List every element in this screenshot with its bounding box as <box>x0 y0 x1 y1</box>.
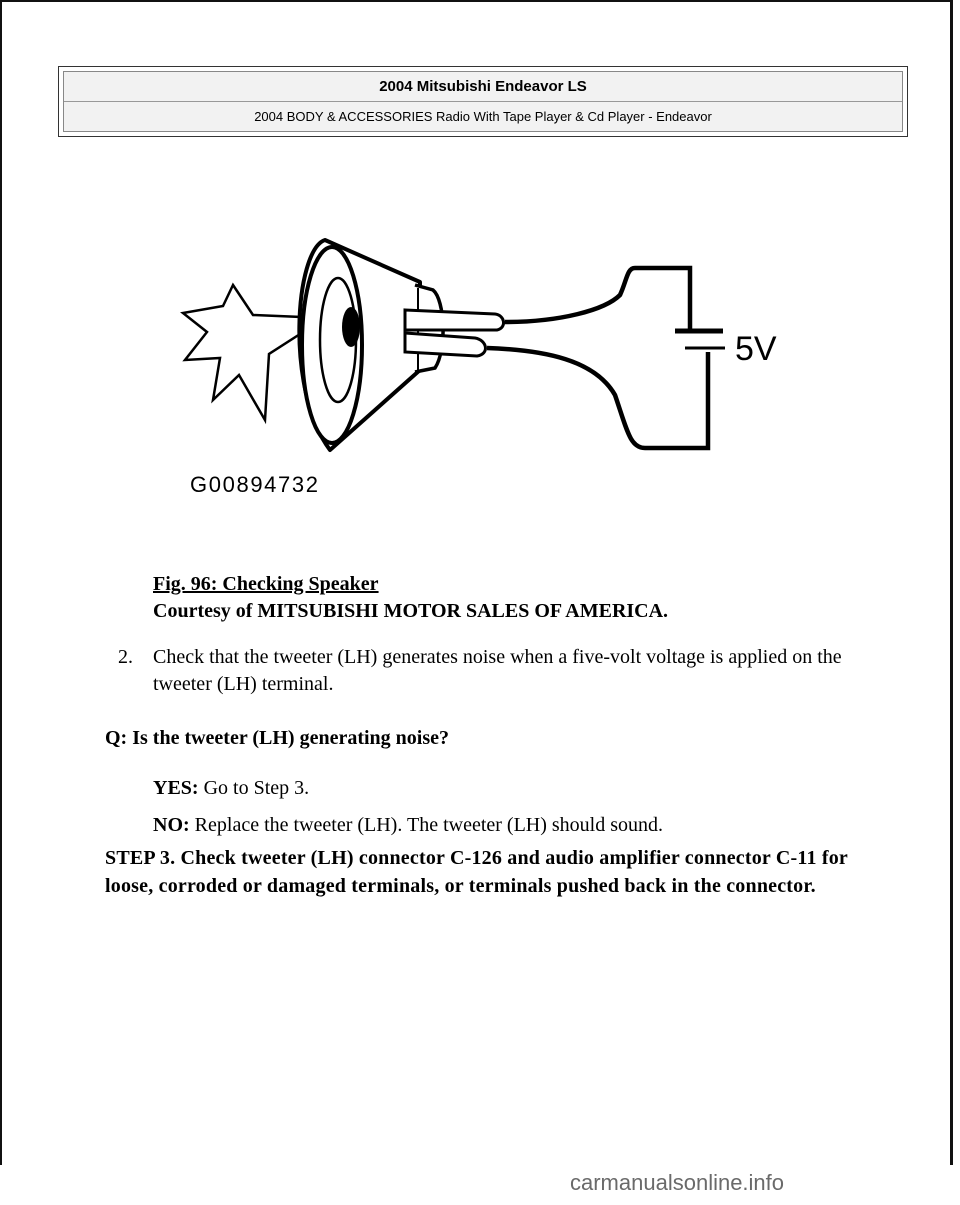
voltage-label: 5V <box>735 330 777 368</box>
wire-negative <box>487 348 708 448</box>
answer-no-label: NO: <box>153 814 190 836</box>
figure-caption <box>153 571 668 625</box>
header-inner <box>63 71 903 132</box>
answer-yes-text: Go to Step 3. <box>198 777 310 799</box>
document-header <box>58 66 908 137</box>
step-3-heading: STEP 3. Check tweeter (LH) connector C-126 and audio amplifier connector C-11 for loose, corroded or damaged terminals, or terminals pushed back in the connector. <box>105 847 848 897</box>
frame-right-border <box>950 0 953 1165</box>
frame-left-border <box>0 0 2 1165</box>
tweeter-center-dome <box>342 307 360 347</box>
figure-caption-title: Fig. 96: Checking Speaker <box>153 573 379 595</box>
watermark: carmanualsonline.info <box>570 1170 785 1195</box>
figure-caption-credit: Courtesy of MITSUBISHI MOTOR SALES OF AMERICA. <box>153 600 669 622</box>
header-vehicle-title: 2004 Mitsubishi Endeavor LS <box>64 72 902 102</box>
figure-code: G00894732 <box>190 472 318 497</box>
step-list-text: Check that the tweeter (LH) generates noise when a five-volt voltage is applied on the tweeter (LH) terminal. <box>153 646 842 695</box>
connector-upper <box>405 310 504 330</box>
answer-no <box>153 814 663 837</box>
frame-top-border <box>0 0 952 2</box>
answer-no-text: Replace the tweeter (LH). The tweeter (LH) should sound. <box>189 814 664 836</box>
answer-yes-label: YES: <box>153 777 199 799</box>
question-text: Q: Is the tweeter (LH) generating noise? <box>105 727 450 749</box>
header-section-title: 2004 BODY & ACCESSORIES Radio With Tape Player & Cd Player - Endeavor <box>254 109 712 124</box>
connector-lower <box>405 333 485 356</box>
speaker-check-diagram <box>175 230 785 505</box>
step-list-number: 2. <box>118 646 133 668</box>
step-list-item <box>118 644 878 698</box>
wire-positive <box>505 268 690 330</box>
answer-yes <box>153 777 309 800</box>
